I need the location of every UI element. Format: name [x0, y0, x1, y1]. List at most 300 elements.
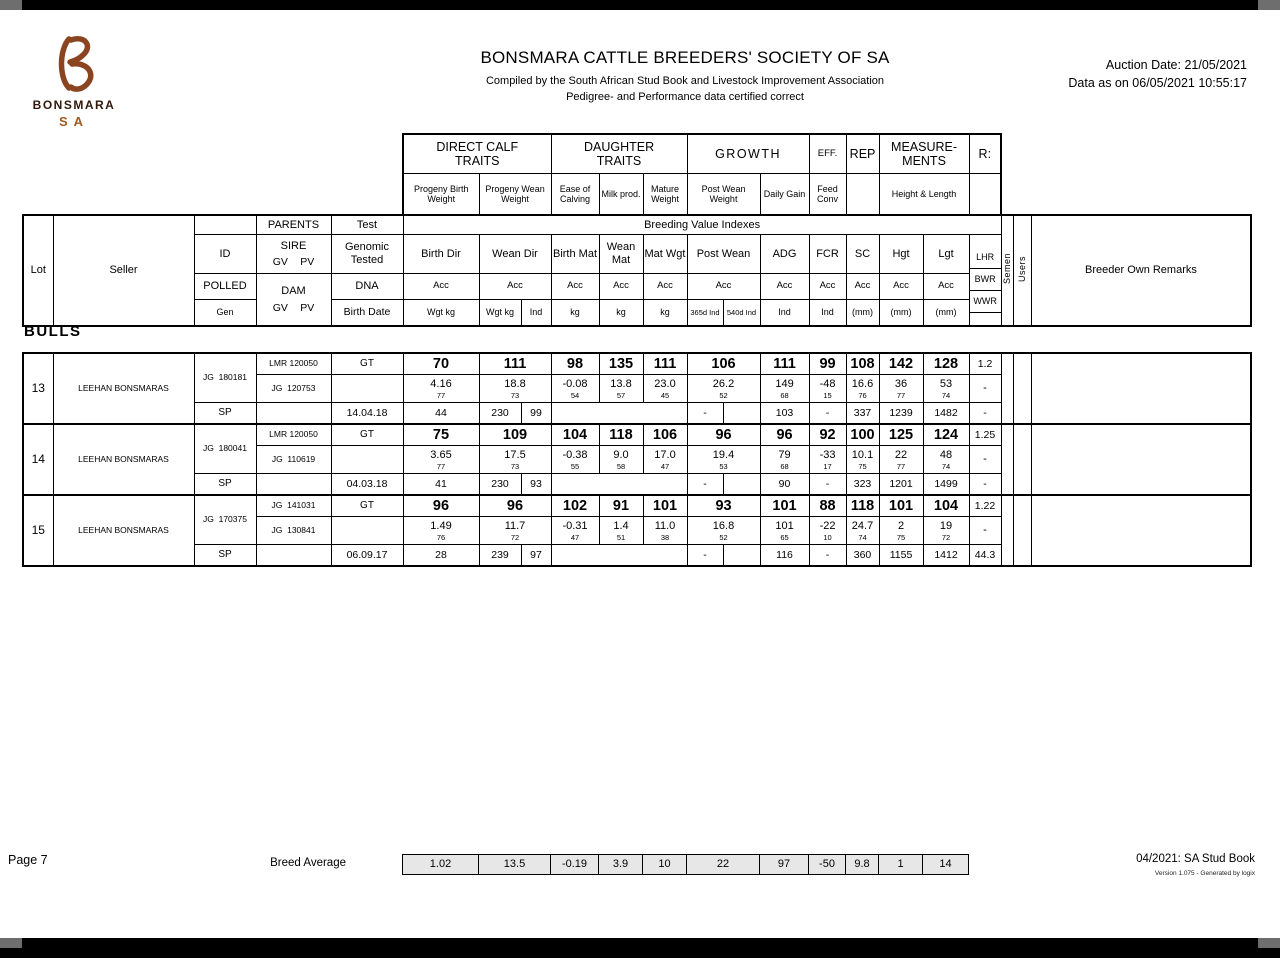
accuracy-value: 74 [941, 462, 951, 471]
bvi-value: 75 [403, 424, 479, 446]
bvi-value: 93 [687, 495, 760, 517]
col-hgt: Hgt [879, 235, 923, 274]
bvi-value: 104 [551, 424, 599, 446]
accuracy-value: 77 [436, 391, 446, 400]
seller-name: LEEHAN BONSMARAS [53, 424, 194, 495]
page-title: BONSMARA CATTLE BREEDERS' SOCIETY OF SA [480, 48, 890, 67]
dam-id: JG 130841 [256, 517, 331, 545]
col-bwr: BWR [970, 269, 1001, 291]
ebv-value: 22 [894, 449, 908, 461]
trait-group-header-table [402, 133, 1002, 216]
breed-avg-mat-wgt: 10 [643, 855, 687, 875]
bvi-value: 88 [809, 495, 846, 517]
scan-corner-mark [1258, 938, 1280, 948]
sire-id: LMR 120050 [256, 424, 331, 446]
bvi-value: 104 [923, 495, 969, 517]
ebv-acc-cell [687, 517, 760, 545]
weight-measure-value: 97 [521, 545, 551, 567]
accuracy-value: 76 [436, 533, 446, 542]
col-ratio-stack [969, 235, 1001, 327]
col-sc: SC [846, 235, 879, 274]
weight-measure-value: 337 [846, 403, 879, 425]
acc-label: Acc [809, 274, 846, 300]
ebv-value: 19 [939, 520, 953, 532]
acc-label: Acc [923, 274, 969, 300]
scan-corner-mark [0, 0, 22, 10]
sub-height-length: Height & Length [879, 174, 969, 216]
ebv-value: 36 [894, 378, 908, 390]
lot-number: 14 [23, 424, 53, 495]
sub-rep-blank [846, 174, 879, 216]
col-dna: DNA [331, 274, 403, 300]
weight-measure-value: 1201 [879, 474, 923, 496]
weight-measure-value: 1499 [923, 474, 969, 496]
subtitle-compiled: Compiled by the South African Stud Book and Livestock Improvement Association [485, 75, 885, 87]
auction-meta [1068, 56, 1247, 92]
breed-avg-wean-dir: 13.5 [479, 855, 551, 875]
col-lhr: LHR [970, 247, 1001, 269]
accuracy-value: 53 [719, 462, 728, 471]
acc-label: Acc [599, 274, 643, 300]
ebv-acc-cell [643, 375, 687, 403]
users-cell [1013, 495, 1031, 566]
bvi-value: 98 [551, 353, 599, 375]
ebv-value: -48 [819, 378, 836, 390]
breeder-remarks-cell [1031, 424, 1251, 495]
bvi-value: 91 [599, 495, 643, 517]
col-birth-mat: Birth Mat [551, 235, 599, 274]
ebv-acc-cell [479, 517, 551, 545]
col-polled: POLLED [194, 274, 256, 300]
weight-measure-value: 90 [760, 474, 809, 496]
lhr-ratio-value: 1.25 [969, 424, 1001, 446]
col-fcr: FCR [809, 235, 846, 274]
ebv-acc-cell [923, 517, 969, 545]
accuracy-value: 58 [616, 462, 626, 471]
semen-cell [1001, 353, 1013, 424]
ebv-acc-cell [760, 517, 809, 545]
weight-measure-value [551, 474, 687, 496]
ebv-acc-cell [809, 446, 846, 474]
unit-wgt-kg: Wgt kg [479, 300, 521, 327]
ebv-acc-cell [479, 446, 551, 474]
accuracy-value: 15 [823, 391, 832, 400]
weight-measure-value: 41 [403, 474, 479, 496]
dna-cell [331, 375, 403, 403]
ebv-value: 19.4 [712, 449, 735, 461]
unit-kg: kg [599, 300, 643, 327]
ebv-value: 23.0 [654, 378, 676, 390]
group-eff: EFF. [809, 134, 846, 174]
weight-measure-value: 1482 [923, 403, 969, 425]
unit-365d-ind: 365d Ind [687, 300, 723, 327]
scan-corner-mark [1258, 0, 1280, 10]
bvi-value: 124 [923, 424, 969, 446]
bvi-value: 111 [760, 353, 809, 375]
weight-measure-value: 1412 [923, 545, 969, 567]
col-adg: ADG [760, 235, 809, 274]
ebv-acc-cell [879, 446, 923, 474]
lhr-ratio-value: 1.22 [969, 495, 1001, 517]
ebv-value: -0.31 [562, 520, 588, 532]
breed-avg-lgt: 14 [923, 855, 969, 875]
wwr-ratio-value: - [969, 474, 1001, 496]
unit-mm: (mm) [846, 300, 879, 327]
col-seller: Seller [53, 215, 194, 326]
weight-measure-value: - [687, 545, 723, 567]
ebv-value: -0.08 [562, 378, 588, 390]
accuracy-value: 73 [510, 462, 520, 471]
group-r: R: [969, 134, 1001, 174]
weight-measure-value: 360 [846, 545, 879, 567]
animal-id: JG 180181 [194, 353, 256, 403]
weight-measure-value [551, 403, 687, 425]
bwr-ratio-value: - [969, 517, 1001, 545]
ebv-value: 4.16 [430, 378, 452, 390]
lot-number: 13 [23, 353, 53, 424]
ebv-value: 26.2 [712, 378, 735, 390]
breed-avg-birth-dir: 1.02 [403, 855, 479, 875]
bvi-value: 92 [809, 424, 846, 446]
ebv-value: 18.8 [504, 378, 526, 390]
ebv-acc-cell [846, 517, 879, 545]
ebv-acc-cell [551, 517, 599, 545]
col-mat-wgt: Mat Wgt [643, 235, 687, 274]
ebv-value: 13.8 [610, 378, 632, 390]
weight-measure-value [723, 403, 760, 425]
wwr-ratio-value: - [969, 403, 1001, 425]
bottom-black-bar [0, 938, 1280, 958]
bvi-value: 108 [846, 353, 879, 375]
weight-measure-value: 230 [479, 403, 521, 425]
semen-cell [1001, 495, 1013, 566]
polled-status: SP [194, 403, 256, 425]
bull-lot-row [23, 424, 1251, 495]
weight-measure-value: - [809, 474, 846, 496]
weight-measure-value: 44 [403, 403, 479, 425]
accuracy-value: 65 [780, 533, 789, 542]
col-dam: DAM GV PV [256, 274, 331, 327]
breed-avg-adg: 97 [760, 855, 809, 875]
weight-measure-value: 99 [521, 403, 551, 425]
genomic-test-flag: GT [331, 424, 403, 446]
ebv-value: 24.7 [851, 520, 874, 532]
bvi-value: 111 [479, 353, 551, 375]
group-growth: GROWTH [687, 134, 809, 174]
users-cell [1013, 424, 1031, 495]
sub-post-wean-weight: Post Wean Weight [687, 174, 760, 216]
ebv-acc-cell [879, 375, 923, 403]
col-parents: PARENTS [256, 215, 331, 235]
ebv-acc-cell [879, 517, 923, 545]
ebv-value: 11.0 [654, 520, 676, 532]
ebv-value: 16.8 [712, 520, 735, 532]
birth-date: 14.04.18 [331, 403, 403, 425]
bvi-value: 135 [599, 353, 643, 375]
ebv-acc-cell [479, 375, 551, 403]
bvi-value: 100 [846, 424, 879, 446]
bvi-value: 101 [760, 495, 809, 517]
unit-mm: (mm) [879, 300, 923, 327]
version-note: Version 1.075 - Generated by logix [1154, 870, 1255, 877]
seller-name: LEEHAN BONSMARAS [53, 495, 194, 566]
ebv-value: -0.38 [562, 449, 588, 461]
bvi-value: 109 [479, 424, 551, 446]
unit-kg: kg [643, 300, 687, 327]
col-semen: Semen [1001, 215, 1013, 326]
bvi-value: 142 [879, 353, 923, 375]
bvi-value: 106 [643, 424, 687, 446]
dna-cell [331, 517, 403, 545]
col-wean-mat: Wean Mat [599, 235, 643, 274]
acc-label: Acc [403, 274, 479, 300]
genomic-test-flag: GT [331, 495, 403, 517]
sub-progeny-birth-weight: Progeny Birth Weight [403, 174, 479, 216]
weight-measure-value: 116 [760, 545, 809, 567]
weight-measure-value: - [809, 403, 846, 425]
sub-progeny-wean-weight: Progeny Wean Weight [479, 174, 551, 216]
col-lot: Lot [23, 215, 53, 326]
accuracy-value: 52 [719, 533, 728, 542]
accuracy-value: 57 [616, 391, 626, 400]
col-gen: Gen [194, 300, 256, 327]
bonsmara-brand-icon [47, 34, 101, 92]
ebv-acc-cell [599, 517, 643, 545]
acc-label: Acc [846, 274, 879, 300]
bvi-value: 96 [687, 424, 760, 446]
data-as-on: Data as on 06/05/2021 10:55:17 [1068, 76, 1247, 90]
ebv-value: 101 [775, 520, 794, 532]
bwr-ratio-value: - [969, 375, 1001, 403]
gen-cell [256, 474, 331, 496]
dam-id: JG 110619 [256, 446, 331, 474]
col-sire: SIRE GV PV [256, 235, 331, 274]
ebv-acc-cell [599, 375, 643, 403]
bonsmara-logo [22, 34, 126, 129]
ebv-acc-cell [809, 517, 846, 545]
breed-avg-fcr: -50 [809, 855, 846, 875]
polled-status: SP [194, 545, 256, 567]
breeder-remarks-cell [1031, 353, 1251, 424]
ebv-value: 48 [939, 449, 953, 461]
ebv-value: 10.1 [851, 449, 874, 461]
sub-r-blank [969, 174, 1001, 216]
weight-measure-value: 1239 [879, 403, 923, 425]
ebv-acc-cell [551, 375, 599, 403]
ebv-value: 149 [775, 378, 794, 390]
accuracy-value: 47 [660, 462, 670, 471]
sub-ease-of-calving: Ease of Calving [551, 174, 599, 216]
weight-measure-value: - [687, 474, 723, 496]
accuracy-value: 73 [510, 391, 520, 400]
bvi-value: 96 [403, 495, 479, 517]
ebv-acc-cell [551, 446, 599, 474]
accuracy-value: 55 [570, 462, 580, 471]
accuracy-value: 17 [823, 462, 832, 471]
unit-kg: kg [551, 300, 599, 327]
weight-measure-value: 230 [479, 474, 521, 496]
acc-label: Acc [879, 274, 923, 300]
breed-avg-post-wean: 22 [687, 855, 760, 875]
ebv-value: 16.6 [851, 378, 874, 390]
bvi-value: 101 [643, 495, 687, 517]
bull-lot-row [23, 495, 1251, 566]
bull-lot-row [23, 353, 1251, 424]
weight-measure-value [723, 545, 760, 567]
acc-label: Acc [643, 274, 687, 300]
weight-measure-value [551, 545, 687, 567]
ebv-value: 2 [897, 520, 905, 532]
users-cell [1013, 353, 1031, 424]
ebv-acc-cell [643, 517, 687, 545]
accuracy-value: 68 [780, 462, 789, 471]
ebv-value: 79 [778, 449, 791, 461]
accuracy-value: 52 [719, 391, 728, 400]
col-test: Test [331, 215, 403, 235]
sub-daily-gain: Daily Gain [760, 174, 809, 216]
accuracy-value: 76 [858, 391, 867, 400]
ebv-acc-cell [760, 375, 809, 403]
bvi-value: 118 [846, 495, 879, 517]
acc-label: Acc [687, 274, 760, 300]
top-black-bar [0, 0, 1280, 10]
bvi-value: 125 [879, 424, 923, 446]
sire-id: LMR 120050 [256, 353, 331, 375]
main-header-table [22, 214, 1252, 327]
col-lgt: Lgt [923, 235, 969, 274]
bvi-value: 106 [687, 353, 760, 375]
weight-measure-value: 103 [760, 403, 809, 425]
weight-measure-value: 239 [479, 545, 521, 567]
unit-ind: Ind [521, 300, 551, 327]
ebv-acc-cell [687, 375, 760, 403]
accuracy-value: 68 [780, 391, 789, 400]
id-spacer [194, 215, 256, 235]
weight-measure-value: 93 [521, 474, 551, 496]
ebv-acc-cell [403, 517, 479, 545]
unit-mm: (mm) [923, 300, 969, 327]
acc-label: Acc [479, 274, 551, 300]
col-breeder-remarks: Breeder Own Remarks [1031, 215, 1251, 326]
bwr-ratio-value: - [969, 446, 1001, 474]
accuracy-value: 51 [616, 533, 626, 542]
col-wean-dir: Wean Dir [479, 235, 551, 274]
bvi-value: 101 [879, 495, 923, 517]
gen-cell [256, 545, 331, 567]
logo-sa: SA [58, 114, 90, 129]
accuracy-value: 77 [436, 462, 446, 471]
ebv-value: 17.5 [504, 449, 526, 461]
genomic-test-flag: GT [331, 353, 403, 375]
ebv-acc-cell [846, 446, 879, 474]
lot-number: 15 [23, 495, 53, 566]
unit-ind: Ind [760, 300, 809, 327]
dam-id: JG 120753 [256, 375, 331, 403]
col-birth-date: Birth Date [331, 300, 403, 327]
col-id: ID [194, 235, 256, 274]
group-direct-calf-traits: DIRECT CALF TRAITS [403, 134, 551, 174]
sub-feed-conv: Feed Conv [809, 174, 846, 216]
page-number: Page 7 [8, 853, 48, 867]
col-users: Users [1013, 215, 1031, 326]
bulls-data-table [22, 352, 1252, 567]
bvi-value: 70 [403, 353, 479, 375]
bvi-value: 102 [551, 495, 599, 517]
bvi-value: 96 [760, 424, 809, 446]
accuracy-value: 54 [570, 391, 580, 400]
seller-name: LEEHAN BONSMARAS [53, 353, 194, 424]
unit-ind: Ind [809, 300, 846, 327]
bvi-value: 128 [923, 353, 969, 375]
accuracy-value: 75 [896, 533, 906, 542]
weight-measure-value: - [687, 403, 723, 425]
accuracy-value: 72 [941, 533, 951, 542]
breed-average-table [402, 854, 969, 875]
logo-wordmark: BONSMARA [32, 98, 116, 112]
ebv-value: 9.0 [613, 449, 629, 461]
lhr-ratio-value: 1.2 [969, 353, 1001, 375]
ebv-value: 11.7 [504, 520, 526, 532]
col-wwr: WWR [970, 291, 1001, 313]
accuracy-value: 77 [896, 462, 906, 471]
ebv-value: 53 [939, 378, 953, 390]
bvi-value: 99 [809, 353, 846, 375]
gen-cell [256, 403, 331, 425]
birth-date: 06.09.17 [331, 545, 403, 567]
ebv-acc-cell [923, 375, 969, 403]
breeder-remarks-cell [1031, 495, 1251, 566]
ebv-acc-cell [846, 375, 879, 403]
group-measurements: MEASURE- MENTS [879, 134, 969, 174]
sub-mature-weight: Mature Weight [643, 174, 687, 216]
ebv-acc-cell [599, 446, 643, 474]
ebv-acc-cell [643, 446, 687, 474]
sire-id: JG 141031 [256, 495, 331, 517]
accuracy-value: 45 [660, 391, 670, 400]
ebv-value: -22 [819, 520, 836, 532]
animal-id: JG 170375 [194, 495, 256, 545]
group-daughter-traits: DAUGHTER TRAITS [551, 134, 687, 174]
bvi-value: 111 [643, 353, 687, 375]
acc-label: Acc [760, 274, 809, 300]
unit-540d-ind: 540d Ind [723, 300, 760, 327]
breed-avg-birth-mat: -0.19 [551, 855, 599, 875]
accuracy-value: 74 [858, 533, 867, 542]
col-post-wean: Post Wean [687, 235, 760, 274]
breed-avg-wean-mat: 3.9 [599, 855, 643, 875]
accuracy-value: 75 [858, 462, 867, 471]
accuracy-value: 38 [660, 533, 670, 542]
birth-date: 04.03.18 [331, 474, 403, 496]
ebv-acc-cell [403, 375, 479, 403]
scan-corner-mark [0, 938, 22, 948]
weight-measure-value: 1155 [879, 545, 923, 567]
sub-milk-prod: Milk prod. [599, 174, 643, 216]
ebv-value: 1.4 [613, 520, 629, 532]
ebv-value: 1.49 [430, 520, 452, 532]
group-rep: REP [846, 134, 879, 174]
section-heading-bulls: BULLS [24, 323, 82, 340]
breeding-value-indexes-banner: Breeding Value Indexes [403, 215, 1001, 235]
auction-date: Auction Date: 21/05/2021 [1105, 58, 1247, 72]
ebv-acc-cell [687, 446, 760, 474]
weight-measure-value [723, 474, 760, 496]
dna-cell [331, 446, 403, 474]
accuracy-value: 77 [896, 391, 906, 400]
col-birth-dir: Birth Dir [403, 235, 479, 274]
accuracy-value: 72 [510, 533, 520, 542]
studbook-edition: 04/2021: SA Stud Book [1136, 853, 1255, 865]
